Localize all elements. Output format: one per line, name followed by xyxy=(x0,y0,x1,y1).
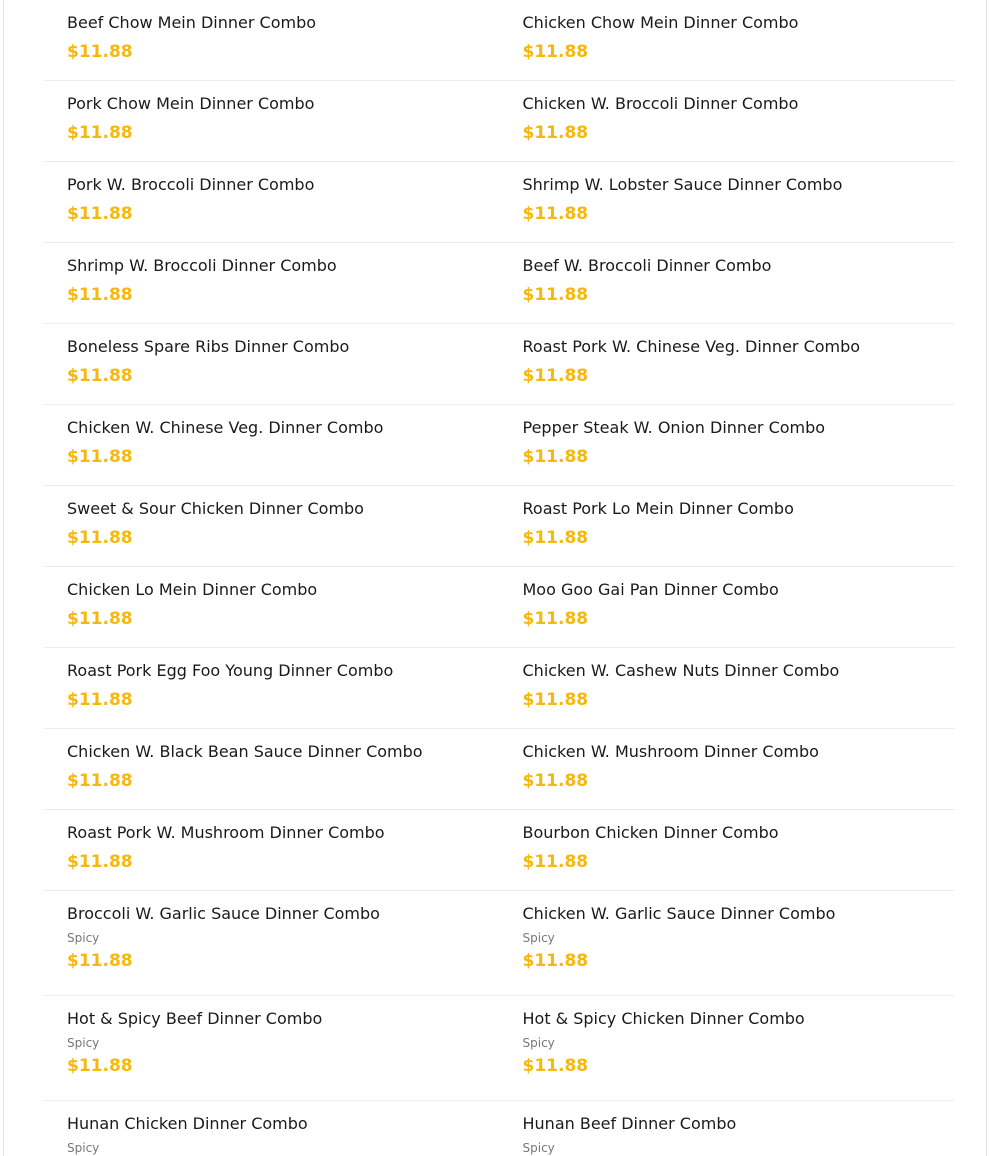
item-name: Chicken W. Garlic Sauce Dinner Combo xyxy=(522,904,836,923)
menu-row xyxy=(44,996,955,1101)
menu-item[interactable] xyxy=(44,243,500,323)
item-price: $11.88 xyxy=(67,852,133,872)
item-price: $11.88 xyxy=(67,42,133,62)
menu-item[interactable] xyxy=(44,324,500,404)
item-name: Chicken W. Black Bean Sauce Dinner Combo xyxy=(67,742,423,761)
item-price: $11.88 xyxy=(67,528,133,548)
item-price: $11.88 xyxy=(522,123,589,143)
menu-row xyxy=(44,567,955,648)
item-name: Chicken W. Mushroom Dinner Combo xyxy=(522,742,819,761)
item-name: Hunan Beef Dinner Combo xyxy=(522,1114,737,1133)
menu-item[interactable] xyxy=(44,486,500,566)
item-name: Roast Pork W. Chinese Veg. Dinner Combo xyxy=(522,337,861,356)
item-name: Broccoli W. Garlic Sauce Dinner Combo xyxy=(67,904,380,923)
menu-item[interactable] xyxy=(500,567,956,647)
item-price: $11.88 xyxy=(522,852,589,872)
item-price: $11.88 xyxy=(522,366,589,386)
menu-item[interactable] xyxy=(44,81,500,161)
item-price: $11.88 xyxy=(67,951,133,971)
menu-item[interactable] xyxy=(500,324,956,404)
spicy-tag: Spicy xyxy=(522,931,555,945)
menu-row xyxy=(44,729,955,810)
spicy-tag: Spicy xyxy=(67,1036,100,1050)
item-price: $11.88 xyxy=(67,285,133,305)
menu-item[interactable] xyxy=(44,996,500,1100)
item-price: $11.88 xyxy=(522,285,589,305)
item-price: $11.88 xyxy=(522,690,589,710)
item-name: Sweet & Sour Chicken Dinner Combo xyxy=(67,499,364,518)
menu-item[interactable] xyxy=(500,891,956,995)
item-price: $11.88 xyxy=(67,609,133,629)
item-name: Chicken Lo Mein Dinner Combo xyxy=(67,580,318,599)
item-price: $11.88 xyxy=(522,951,589,971)
menu-row xyxy=(44,324,955,405)
item-price: $11.88 xyxy=(522,42,589,62)
menu-item[interactable] xyxy=(44,810,500,890)
item-price: $11.88 xyxy=(522,528,589,548)
menu-item[interactable] xyxy=(500,1101,956,1156)
menu-item[interactable] xyxy=(44,405,500,485)
item-name: Shrimp W. Broccoli Dinner Combo xyxy=(67,256,337,275)
menu-item[interactable] xyxy=(500,405,956,485)
item-name: Pork W. Broccoli Dinner Combo xyxy=(67,175,315,194)
menu-row xyxy=(44,810,955,891)
item-name: Beef Chow Mein Dinner Combo xyxy=(67,13,317,32)
menu-row xyxy=(44,1101,955,1156)
item-name: Roast Pork Egg Foo Young Dinner Combo xyxy=(67,661,394,680)
menu-item[interactable] xyxy=(44,648,500,728)
menu-item[interactable] xyxy=(44,0,500,80)
item-name: Chicken W. Cashew Nuts Dinner Combo xyxy=(522,661,840,680)
item-price: $11.88 xyxy=(67,771,133,791)
menu-item[interactable] xyxy=(500,0,956,80)
item-name: Chicken W. Chinese Veg. Dinner Combo xyxy=(67,418,384,437)
item-price: $11.88 xyxy=(522,609,589,629)
item-price: $11.88 xyxy=(67,1056,133,1076)
item-name: Bourbon Chicken Dinner Combo xyxy=(522,823,779,842)
menu-item[interactable] xyxy=(500,648,956,728)
menu-row xyxy=(44,162,955,243)
item-name: Chicken W. Broccoli Dinner Combo xyxy=(522,94,799,113)
spicy-tag: Spicy xyxy=(67,931,100,945)
menu-row xyxy=(44,243,955,324)
item-name: Roast Pork Lo Mein Dinner Combo xyxy=(522,499,794,518)
item-price: $11.88 xyxy=(67,447,133,467)
menu-item[interactable] xyxy=(44,1101,500,1156)
menu-item[interactable] xyxy=(44,567,500,647)
menu-row xyxy=(44,891,955,996)
menu-list xyxy=(44,0,955,1156)
item-price: $11.88 xyxy=(522,771,589,791)
menu-item[interactable] xyxy=(44,729,500,809)
item-name: Shrimp W. Lobster Sauce Dinner Combo xyxy=(522,175,843,194)
menu-row xyxy=(44,81,955,162)
menu-row xyxy=(44,648,955,729)
menu-item[interactable] xyxy=(500,243,956,323)
menu-row xyxy=(44,0,955,81)
item-name: Beef W. Broccoli Dinner Combo xyxy=(522,256,772,275)
menu-item[interactable] xyxy=(500,162,956,242)
menu-item[interactable] xyxy=(500,996,956,1100)
item-name: Pepper Steak W. Onion Dinner Combo xyxy=(522,418,826,437)
item-price: $11.88 xyxy=(522,447,589,467)
item-price: $11.88 xyxy=(67,204,133,224)
item-price: $11.88 xyxy=(522,204,589,224)
spicy-tag: Spicy xyxy=(522,1141,555,1155)
item-name: Hot & Spicy Beef Dinner Combo xyxy=(67,1009,323,1028)
item-price: $11.88 xyxy=(67,123,133,143)
item-name: Pork Chow Mein Dinner Combo xyxy=(67,94,315,113)
spicy-tag: Spicy xyxy=(522,1036,555,1050)
menu-item[interactable] xyxy=(500,486,956,566)
item-name: Roast Pork W. Mushroom Dinner Combo xyxy=(67,823,385,842)
item-name: Boneless Spare Ribs Dinner Combo xyxy=(67,337,350,356)
item-name: Hot & Spicy Chicken Dinner Combo xyxy=(522,1009,805,1028)
menu-row xyxy=(44,486,955,567)
item-price: $11.88 xyxy=(67,690,133,710)
item-name: Chicken Chow Mein Dinner Combo xyxy=(522,13,799,32)
item-price: $11.88 xyxy=(522,1056,589,1076)
item-name: Hunan Chicken Dinner Combo xyxy=(67,1114,308,1133)
menu-item[interactable] xyxy=(44,162,500,242)
menu-item[interactable] xyxy=(500,81,956,161)
item-price: $11.88 xyxy=(67,366,133,386)
menu-item[interactable] xyxy=(44,891,500,995)
menu-item[interactable] xyxy=(500,810,956,890)
menu-item[interactable] xyxy=(500,729,956,809)
menu-row xyxy=(44,405,955,486)
page-frame xyxy=(3,0,987,1156)
item-name: Moo Goo Gai Pan Dinner Combo xyxy=(522,580,779,599)
spicy-tag: Spicy xyxy=(67,1141,100,1155)
